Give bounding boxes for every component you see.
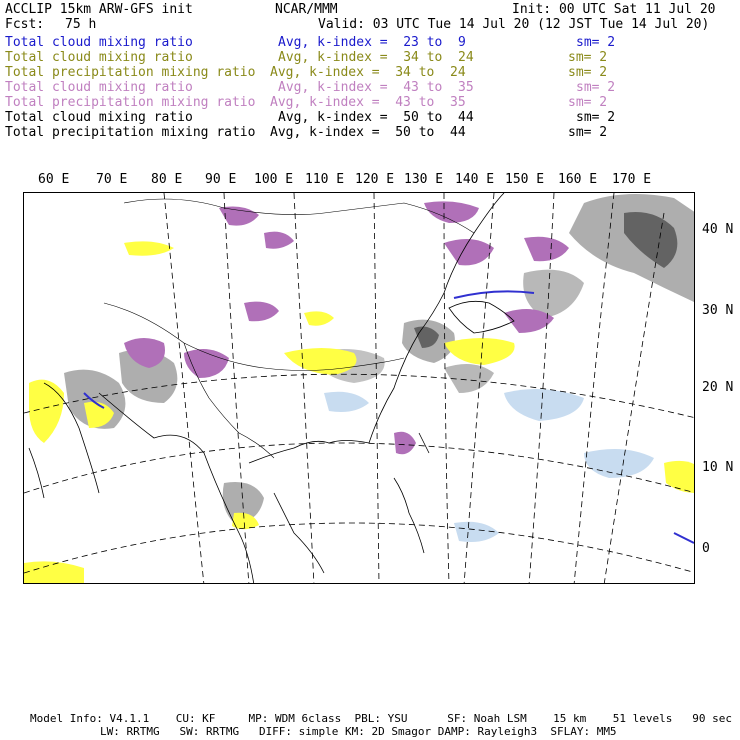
field-sm: sm= 2	[568, 65, 608, 80]
lat-label: 40 N	[702, 222, 734, 237]
lon-label: 70 E	[96, 172, 128, 187]
lon-label: 80 E	[151, 172, 183, 187]
field-avg: Avg, k-index = 34 to 24	[278, 50, 474, 65]
plot-title: ACCLIP 15km ARW-GFS init	[5, 2, 193, 17]
model-info-line1: Model Info: V4.1.1 CU: KF MP: WDM 6class PBL: YSU SF: Noah LSM 15 km 51 levels 90 sec	[30, 712, 732, 725]
field-avg: Avg, k-index = 50 to 44	[278, 110, 474, 125]
forecast-label: Fcst:	[5, 17, 45, 32]
field-name: Total cloud mixing ratio	[5, 110, 193, 125]
lat-label: 30 N	[702, 303, 734, 318]
map-panel	[23, 192, 695, 584]
field-sm: sm= 2	[576, 35, 616, 50]
valid-time: Valid: 03 UTC Tue 14 Jul 20 (12 JST Tue 14 Jul 20)	[318, 17, 710, 32]
purple-precip-field	[124, 201, 569, 454]
lat-label: 0	[702, 541, 710, 556]
lon-label: 130 E	[404, 172, 444, 187]
lon-label: 160 E	[558, 172, 598, 187]
field-avg: Avg, k-index = 34 to 24	[270, 65, 466, 80]
lat-label: 10 N	[702, 460, 734, 475]
model-info-line2: LW: RRTMG SW: RRTMG DIFF: simple KM: 2D Smagor DAMP: Rayleigh3 SFLAY: MM5	[100, 725, 617, 738]
field-sm: sm= 2	[568, 50, 608, 65]
blue-precip-field	[84, 291, 694, 543]
light-blue-field	[324, 389, 654, 542]
lon-label: 60 E	[38, 172, 70, 187]
field-name: Total cloud mixing ratio	[5, 80, 193, 95]
lat-label: 20 N	[702, 380, 734, 395]
map-svg	[24, 193, 695, 584]
field-avg: Avg, k-index = 43 to 35	[270, 95, 466, 110]
lon-label: 90 E	[205, 172, 237, 187]
init-time: Init: 00 UTC Sat 11 Jul 20	[512, 2, 716, 17]
lon-label: 140 E	[455, 172, 495, 187]
field-name: Total precipitation mixing ratio	[5, 95, 256, 110]
field-name: Total precipitation mixing ratio	[5, 65, 256, 80]
lon-label: 170 E	[612, 172, 652, 187]
field-name: Total cloud mixing ratio	[5, 35, 193, 50]
field-avg: Avg, k-index = 23 to 9	[278, 35, 466, 50]
field-sm: sm= 2	[568, 125, 608, 140]
lon-label: 100 E	[254, 172, 294, 187]
yellow-precip-field	[24, 241, 695, 584]
field-avg: Avg, k-index = 43 to 35	[278, 80, 474, 95]
lon-label: 150 E	[505, 172, 545, 187]
field-name: Total precipitation mixing ratio	[5, 125, 256, 140]
field-avg: Avg, k-index = 50 to 44	[270, 125, 466, 140]
lon-label: 110 E	[305, 172, 345, 187]
field-name: Total cloud mixing ratio	[5, 50, 193, 65]
field-sm: sm= 2	[568, 95, 608, 110]
org-label: NCAR/MMM	[275, 2, 338, 17]
field-sm: sm= 2	[576, 110, 616, 125]
lon-label: 120 E	[355, 172, 395, 187]
forecast-hours: 75 h	[65, 17, 97, 32]
field-sm: sm= 2	[576, 80, 616, 95]
